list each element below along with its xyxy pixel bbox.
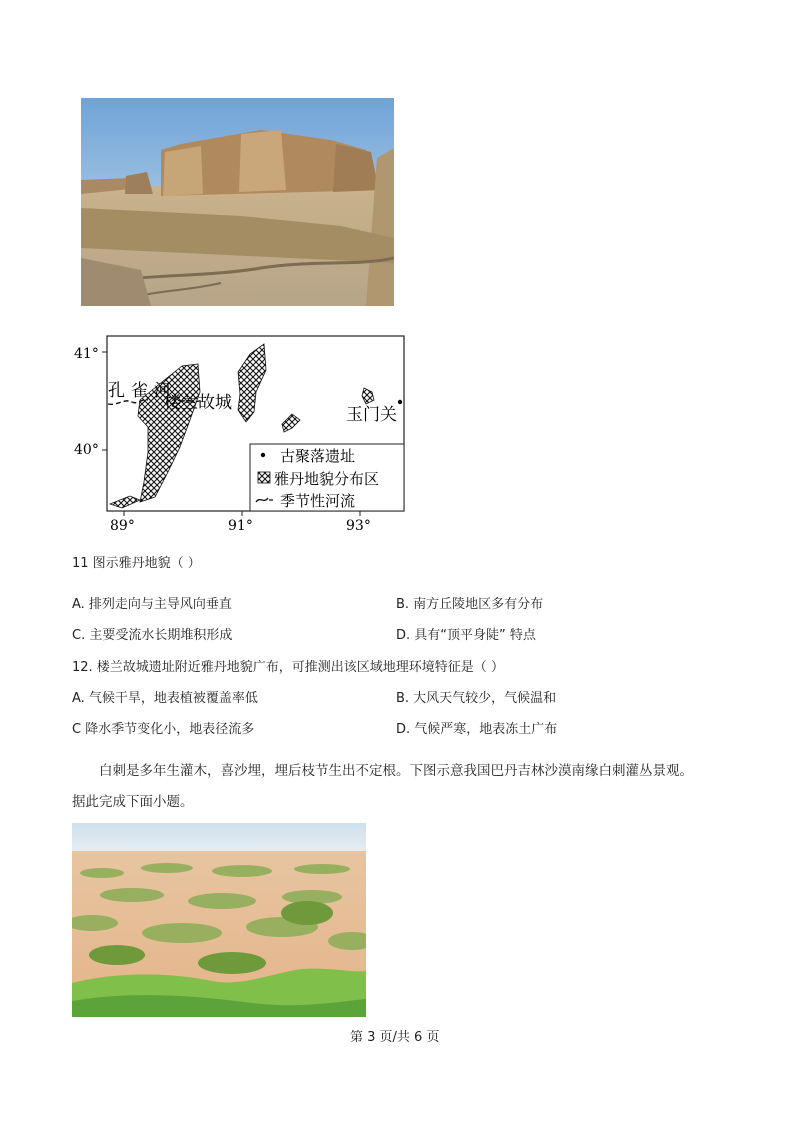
legend-settlement-label: 古聚落遗址 — [280, 447, 356, 465]
yumenguan-label: 玉门关 — [346, 405, 397, 425]
yardang-photo — [81, 98, 394, 306]
yardang-area-small — [362, 388, 374, 404]
settlement-point-yumenguan — [398, 400, 402, 404]
lon-93-label: 93° — [346, 518, 371, 532]
q11-option-c[interactable]: C. 主要受流水长期堆积形成 — [72, 628, 233, 643]
legend-river-label: 季节性河流 — [280, 492, 356, 510]
nitraria-shrub-photo — [72, 823, 366, 1017]
q12-option-c[interactable]: C 降水季节变化小，地表径流多 — [72, 722, 255, 737]
lat-41-label: 41° — [74, 346, 99, 362]
yardang-distribution-map — [70, 332, 410, 532]
passage-line-1: 白刺是多年生灌木，喜沙埋，埋后枝节生出不定根。下图示意我国巴丹吉林沙漠南缘白刺灌丛景观。 — [99, 763, 693, 779]
yardang-photo-drawing — [81, 98, 394, 306]
lon-89-label: 89° — [110, 518, 135, 532]
lat-40-label: 40° — [74, 442, 99, 458]
q11-stem: 11 图示雅丹地貌（ ） — [72, 556, 201, 571]
page-number-footer: 第 3 页/共 6 页 — [350, 1030, 440, 1045]
q12-stem: 12. 楼兰故城遗址附近雅丹地貌广布，可推测出该区域地理环境特征是（ ） — [72, 660, 504, 675]
q12-option-d[interactable]: D. 气候严寒，地表冻土广布 — [396, 722, 558, 737]
loulan-label: 楼兰故城 — [164, 393, 232, 413]
q12-option-b[interactable]: B. 大风天气较少，气候温和 — [396, 691, 557, 706]
nitraria-photo-drawing — [72, 823, 366, 1017]
map-svg — [70, 332, 410, 532]
yardang-area-sw — [110, 496, 140, 508]
legend-yardang-label: 雅丹地貌分布区 — [274, 470, 380, 488]
yardang-area-east — [238, 344, 266, 422]
kongque-river-label: 孔雀河 — [108, 381, 177, 401]
q11-option-b[interactable]: B. 南方丘陵地区多有分布 — [396, 597, 544, 612]
passage-line-2: 据此完成下面小题。 — [72, 794, 194, 810]
yardang-area-south — [282, 414, 300, 432]
lon-91-label: 91° — [228, 518, 253, 532]
q11-option-a[interactable]: A. 排列走向与主导风向垂直 — [72, 597, 232, 612]
q12-option-a[interactable]: A. 气候干旱，地表植被覆盖率低 — [72, 691, 258, 706]
q11-option-d[interactable]: D. 具有“顶平身陡” 特点 — [396, 628, 536, 643]
